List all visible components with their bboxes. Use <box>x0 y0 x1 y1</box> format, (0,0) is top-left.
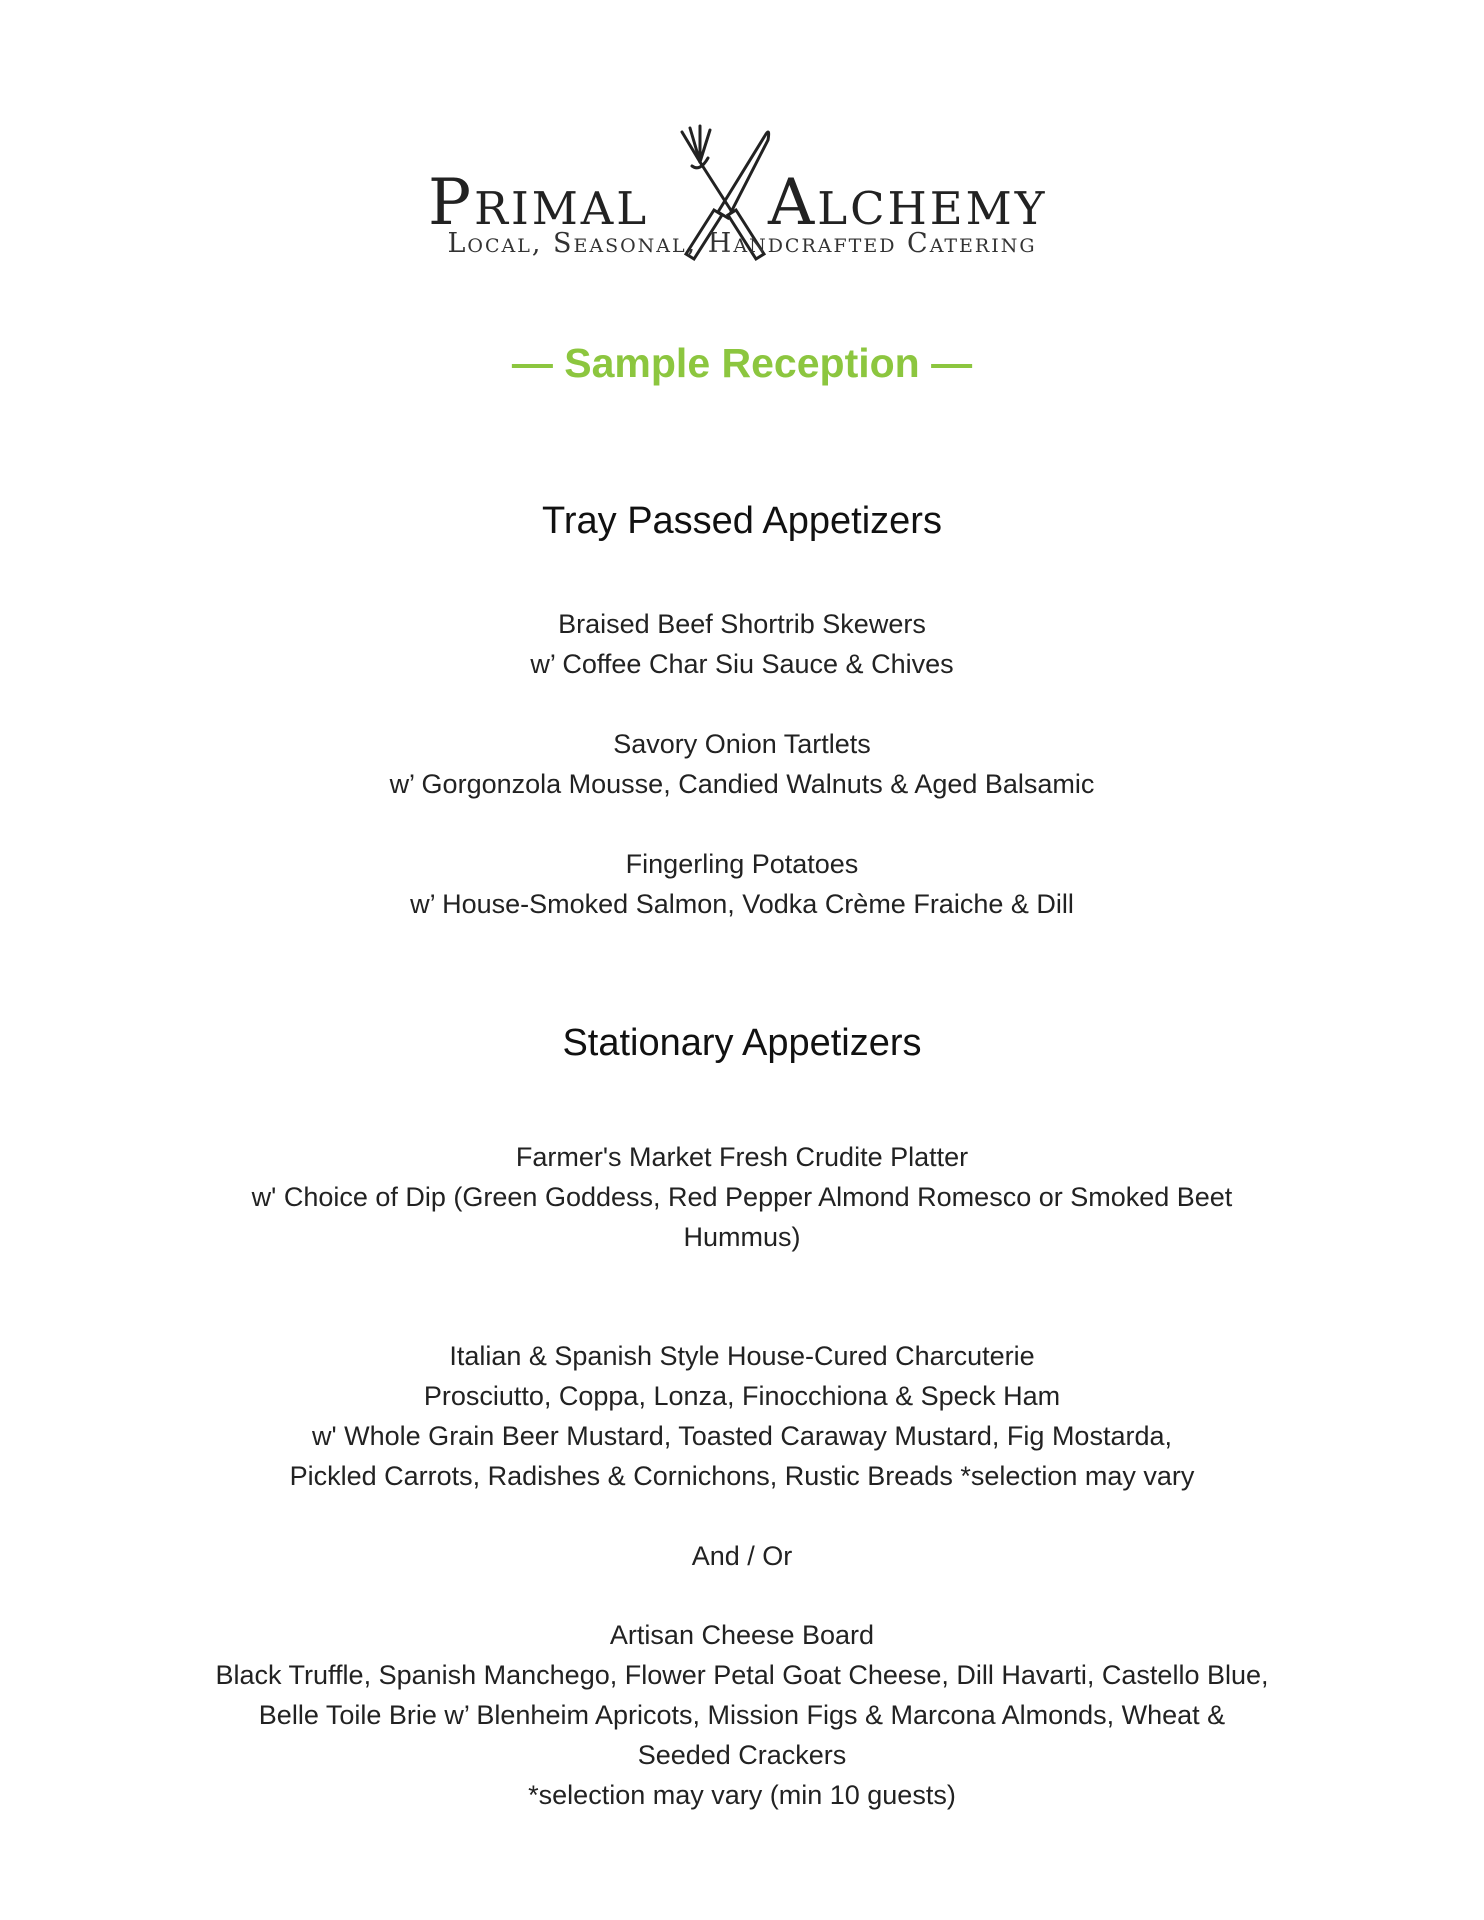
menu-item-detail: Hummus) <box>683 1222 801 1252</box>
menu-item-title: Artisan Cheese Board <box>609 1620 875 1650</box>
menu-item-title: Braised Beef Shortrib Skewers <box>558 609 926 639</box>
menu-item-title: Fingerling Potatoes <box>625 849 859 879</box>
menu-item-note: *selection may vary (min 10 guests) <box>528 1780 956 1810</box>
menu-item-detail: Pickled Carrots, Radishes & Cornichons, Rustic Breads *selection may vary <box>289 1461 1195 1491</box>
menu-item-title: Savory Onion Tartlets <box>613 729 871 759</box>
menu-item-title: Farmer's Market Fresh Crudite Platter <box>515 1142 969 1172</box>
menu-item <box>0 724 1484 804</box>
brand-name-row <box>0 122 1484 240</box>
brand-logo <box>0 82 1484 272</box>
menu-item <box>0 604 1484 684</box>
menu-item <box>0 1615 1484 1815</box>
brand-name-left: Primal <box>428 166 650 240</box>
menu-item <box>0 1137 1484 1257</box>
menu-item <box>0 844 1484 924</box>
menu-item-detail: Prosciutto, Coppa, Lonza, Finocchiona & Speck Ham <box>423 1381 1061 1411</box>
page-subtitle: — Sample Reception — <box>511 340 973 386</box>
menu-item-title: And / Or <box>691 1541 793 1571</box>
menu-item-detail: w’ Gorgonzola Mousse, Candied Walnuts & Aged Balsamic <box>389 769 1095 799</box>
menu-item <box>0 1336 1484 1496</box>
menu-item-detail: w' Whole Grain Beer Mustard, Toasted Caraway Mustard, Fig Mostarda, <box>312 1421 1172 1451</box>
menu-item-title: Italian & Spanish Style House-Cured Charcuterie <box>449 1341 1035 1371</box>
section-heading-tray-passed: Tray Passed Appetizers <box>542 500 942 542</box>
menu-item-detail: w’ Coffee Char Siu Sauce & Chives <box>530 649 954 679</box>
brand-name-right: Alchemy <box>768 166 1048 240</box>
menu-separator-and-or <box>0 1536 1484 1576</box>
menu-item-detail: w' Choice of Dip (Green Goddess, Red Pepper Almond Romesco or Smoked Beet <box>251 1182 1233 1212</box>
brand-tagline: Local, Seasonal, Handcrafted Catering <box>447 228 1037 259</box>
menu-item-detail: Seeded Crackers <box>637 1740 847 1770</box>
menu-item-detail: Black Truffle, Spanish Manchego, Flower Petal Goat Cheese, Dill Havarti, Castello Blue, <box>215 1660 1269 1690</box>
menu-item-detail: w’ House-Smoked Salmon, Vodka Crème Fraiche & Dill <box>410 889 1074 919</box>
menu-item-detail: Belle Toile Brie w’ Blenheim Apricots, Mission Figs & Marcona Almonds, Wheat & <box>258 1700 1226 1730</box>
section-heading-stationary: Stationary Appetizers <box>562 1022 922 1064</box>
